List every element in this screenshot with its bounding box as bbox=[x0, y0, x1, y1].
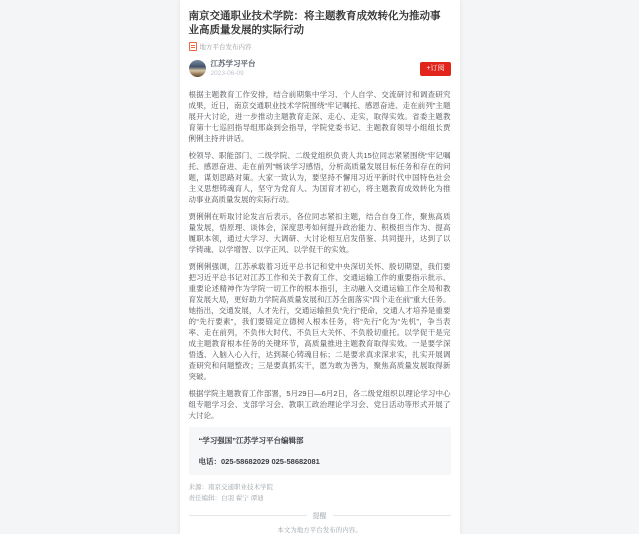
article-card bbox=[180, 0, 460, 534]
notice-section bbox=[189, 511, 451, 534]
article-body bbox=[189, 89, 451, 421]
article-meta bbox=[189, 484, 451, 503]
divider-line bbox=[333, 515, 451, 516]
source-line: 来源：南京交通职业技术学院 bbox=[188, 484, 273, 491]
author-meta bbox=[211, 59, 421, 78]
divider-line bbox=[189, 515, 307, 516]
article-title: 南京交通职业技术学院：将主题教育成效转化为推动事业高质量发展的实际行动 bbox=[188, 10, 441, 36]
paragraph: 校领导、职能部门、二级学院、二级党组织负责人共15位同志紧紧围绕“牢记嘱托、感恩奋进、走在前列”畅谈学习感悟，分析高质量发展目标任务和存在的问题，谋划思路对策。大家一致认为，要坚持不懈用习近平新时代中国特色社会主义思想铸魂育人，坚守为党育人、为国育才初心，将主题教育成效转化为推动事业高质量发展的实际行动。 bbox=[188, 151, 451, 204]
paragraph: 贾俐俐强调，江苏承载着习近平总书记和党中央深切关怀、殷切期望，我们要把习近平总书记对江苏工作和关于教育工作、交通运输工作的重要指示批示、重要论述精神作为学院一切工作的根本指引，主动融入交通运输工作全局和教育发展大局，更好助力学院高质量发展和江苏全面落实“四个走在前”重大任务。她指出，交通发展，人才先行，交通运输担负“先行”使命，交通人才培养是重要的“先行要素”，我们要锚定立德树人根本任务，将“先行”化为“先机”，争当表率、走在前列，不负伟大时代、不负巨大关怀、不负殷切重托。以学促干是完成主题教育根本任务的关键环节，高质量推进主题教育取得实效。一是要学深悟透、入脑入心入行，达到凝心铸魂目标；二是要求真求深求实，扎实开展调查研究和问题整改；三是要真抓实干，愿为敢为善为，聚焦高质量发展取得新突破。 bbox=[188, 262, 451, 381]
notice-divider bbox=[189, 511, 451, 521]
notice-text: 本文为地方平台发布的内容。 bbox=[277, 526, 362, 534]
subscribe-button[interactable]: +订阅 bbox=[420, 62, 450, 76]
paragraph: 根据学院主题教育工作部署，5月29日—6月2日，各二级党组织以理论学习中心组专题学习会、支部学习会、教职工政治理论学习会、党日活动等形式开展了大讨论。 bbox=[188, 389, 451, 420]
editorial-name: “学习强国”江苏学习平台编辑部 bbox=[198, 436, 304, 445]
editors-line: 责任编辑：白羽 翟宁 谭迪 bbox=[188, 494, 264, 502]
avatar[interactable] bbox=[189, 60, 206, 77]
author-name[interactable]: 江苏学习平台 bbox=[210, 59, 256, 68]
paragraph: 贾俐俐在听取讨论发言后表示，各位同志紧扣主题，结合自身工作，聚焦高质量发展，悟原理、谈体会，深度思考如何提升政治能力、积极担当作为、提高履职本领，通过大学习、大调研、大讨论相互启发借鉴、共同提升，达到了以学铸魂、以学增智、以学正风、以学促干的实效。 bbox=[188, 212, 451, 254]
platform-tag bbox=[189, 42, 451, 51]
editorial-phone: 电话：025-58682029 025-58682081 bbox=[198, 457, 320, 466]
editorial-contact-box bbox=[189, 427, 451, 475]
publish-date: 2023-06-09 bbox=[210, 70, 244, 77]
author-row bbox=[189, 59, 451, 78]
document-icon bbox=[189, 42, 197, 51]
notice-title: 提醒 bbox=[312, 512, 327, 520]
tag-label: 地方平台发布内容 bbox=[199, 44, 252, 51]
paragraph: 根据主题教育工作安排，结合前期集中学习、个人自学、交流研讨和调查研究成果，近日，南京交通职业技术学院围绕“牢记嘱托、感恩奋进、走在前列”主题展开大讨论，进一步推动主题教育走深、走心、走实，取得实效。省委主题教育第十七巡回指导组邢焱到会指导，学院党委书记、主题教育领导小组组长贾俐俐主持并讲话。 bbox=[188, 90, 451, 143]
